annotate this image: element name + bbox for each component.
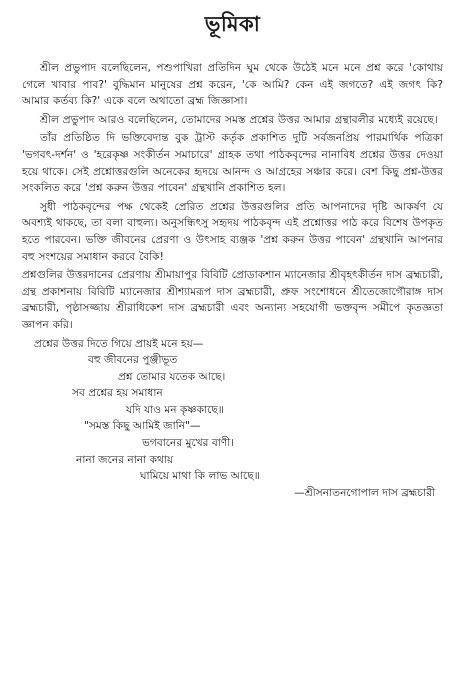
poem-line: যদি যাও মন কৃষ্ণকাছে॥	[126, 403, 224, 416]
poem-line: নানা জনের নানা কথায়	[76, 453, 174, 466]
poem-line: ঘামিয়ে মাথা কি লাভ আছে॥	[140, 470, 260, 483]
poem-line: বহু জীবনের পুঞ্জীভূত	[88, 354, 178, 367]
poem-line: ভগবানের মুখের বাণী।	[142, 437, 235, 450]
poem	[22, 336, 443, 485]
paragraph-intro: শ্রীল প্রভুপাদ বলেছিলেন, পশুপাখিরা প্রতিদিন ঘুম থেকে উঠেই মনে মনে প্রশ্ন করে 'কোথায় গেলে খাবার পাব?' বুদ্ধিমান মানুষের প্রশ্ন করেন, 'কে আমি? কেন এই জগতে? এই জগৎ কি? আমার কর্তব্য কি?' একে বলে অথাতো ব্রহ্ম জিজ্ঞাসা।	[22, 62, 443, 108]
author-signature: —শ্রীসনাতনগোপাল দাস ব্রহ্মচারী	[294, 486, 435, 499]
paragraph-acknowledgements: প্রশ্নগুলির উত্তরদানের প্রেরণায় শ্রীমায়াপুর বিবিটি প্রোডাকশান ম্যানেজার শ্রীবৃহৎকীর্তন দাস ব্রহ্মচারী, গ্রন্থ প্রকাশনায় বিবিটি ম্যানেজার শ্রীশ্যামরূপ দাস ব্রহ্মচারী, প্রুফ সংশোধনে শ্রীতেজোগৌরাঙ্গ দাস ব্রহ্মচারী, পৃষ্ঠাসজ্জায় শ্রীরাধিকেশ দাস ব্রহ্মচারী এবং অন্যান্য সহযোগী ভক্তবৃন্দ সমীপে কৃতজ্ঞতা জ্ঞাপন করি।	[22, 269, 443, 331]
poem-line: প্রশ্ন তোমার যতেক আছে।	[118, 370, 226, 383]
paragraph-answers: শ্রীল প্রভুপাদ আরও বলেছিলেন, তোমাদের সমস্ত প্রশ্নের উত্তর আমার গ্রন্থাবলীর মধ্যেই রয়েছে।	[40, 113, 438, 126]
paragraph-magazines: তাঁর প্রতিষ্ঠিত দি ভক্তিবেদান্ত বুক ট্রাস্ট কর্তৃক প্রকাশিত দুটি সর্বজনপ্রিয় পারমার্থিক পত্রিকা 'ভগবৎ-দর্শন' ও 'হরেকৃষ্ণ সংকীর্তন সমাচারে' গ্রাহক তথা পাঠকবৃন্দের নানাবিধ প্রশ্নের উত্তর দেওয়া হয়ে থাকে। সেই প্রশ্নোত্তরগুলি অনেকের হৃদয়ে আনন্দ ও আগ্রহের সঞ্চার করে। বেশ কিছু প্রশ্ন-উত্তর সংকলিত করে 'প্রশ্ন করুন উত্তর পাবেন' গ্রন্থখানি প্রকাশিত হল।	[22, 132, 443, 195]
poem-line: প্রশ্নের উত্তর দিতে গিয়ে প্রায়ই মনে হয়—	[34, 337, 204, 350]
paragraph-readers: সুধী পাঠকবৃন্দের পক্ষ থেকেই প্রেরিত প্রশ্নের উত্তরগুলির প্রতি আপনাদের দৃষ্টি আকর্ষণ যে অবশ্যই থাকছে, তা বলা বাহুল্য। অনুসন্ধিৎসু সহৃদয় পাঠকবৃন্দ এই প্রশ্নোত্তর পাঠ করে বিশেষ উপকৃত হতে পারবেন। ভক্তি জীবনের প্রেরণা ও উৎসাহ ব্যঞ্জক 'প্রশ্ন করুন উত্তর পাবেন' গ্রন্থখানি আপনার বহু সংশয়ের সমাধান করবে বৈকি!	[22, 200, 443, 263]
poem-line: "সমস্ত কিছু আমিই জানি"—	[84, 420, 201, 433]
poem-line: সব প্রশ্নের হয় সমাধান	[72, 387, 163, 400]
page-title: ভূমিকা	[204, 12, 261, 36]
